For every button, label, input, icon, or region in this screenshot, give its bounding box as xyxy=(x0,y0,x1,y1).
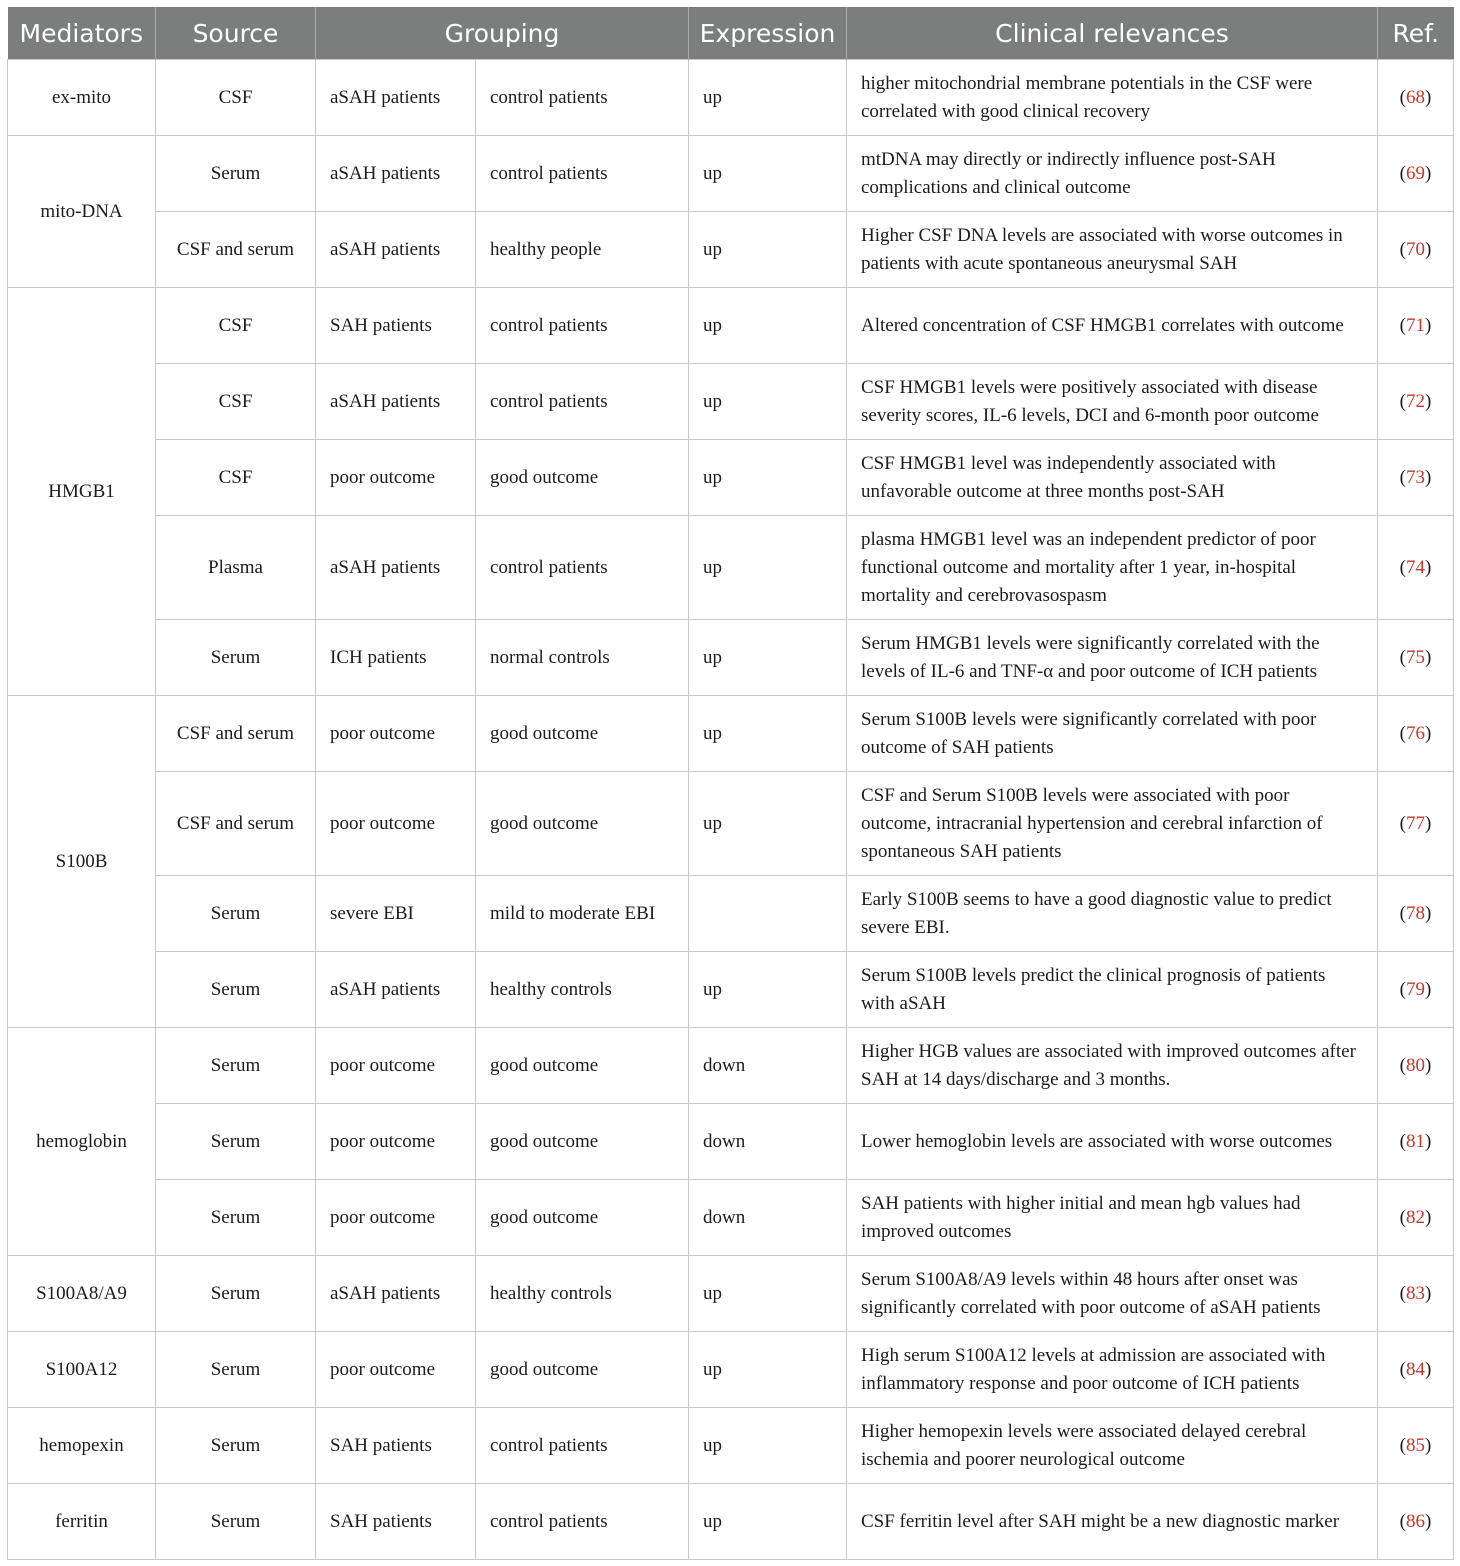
clinical-relevance-cell: Serum S100B levels were significantly correlated with poor outcome of SAH patients xyxy=(847,696,1378,772)
clinical-relevance-cell: CSF ferritin level after SAH might be a new diagnostic marker xyxy=(847,1484,1378,1560)
grouping-case-cell: poor outcome xyxy=(316,1028,476,1104)
clinical-relevance-cell: Lower hemoglobin levels are associated with worse outcomes xyxy=(847,1104,1378,1180)
grouping-control-cell: healthy people xyxy=(476,212,689,288)
clinical-relevance-cell: higher mitochondrial membrane potentials in the CSF were correlated with good clinical recovery xyxy=(847,60,1378,136)
reference-link[interactable]: 70 xyxy=(1406,238,1425,260)
grouping-control-cell: good outcome xyxy=(476,1028,689,1104)
grouping-case-cell: poor outcome xyxy=(316,1332,476,1408)
source-cell: CSF xyxy=(156,288,316,364)
table-row xyxy=(8,772,1454,876)
grouping-case-cell: SAH patients xyxy=(316,288,476,364)
expression-cell: up xyxy=(689,620,847,696)
reference-link[interactable]: 68 xyxy=(1406,86,1425,108)
clinical-relevance-cell: Early S100B seems to have a good diagnostic value to predict severe EBI. xyxy=(847,876,1378,952)
expression-cell: up xyxy=(689,952,847,1028)
reference-cell: (70) xyxy=(1378,212,1454,288)
grouping-control-cell: control patients xyxy=(476,1484,689,1560)
mediator-cell: HMGB1 xyxy=(8,288,156,696)
clinical-relevance-cell: Serum HMGB1 levels were significantly correlated with the levels of IL-6 and TNF-α and poor outcome of ICH patients xyxy=(847,620,1378,696)
grouping-control-cell: good outcome xyxy=(476,1180,689,1256)
mediator-cell: S100A8/A9 xyxy=(8,1256,156,1332)
header-source: Source xyxy=(156,7,316,60)
expression-cell: up xyxy=(689,516,847,620)
source-cell: CSF xyxy=(156,60,316,136)
mediator-cell: ex-mito xyxy=(8,60,156,136)
source-cell: CSF xyxy=(156,440,316,516)
header-grouping: Grouping xyxy=(316,7,689,60)
clinical-relevance-cell: CSF HMGB1 levels were positively associated with disease severity scores, IL-6 levels, DCI and 6-month poor outcome xyxy=(847,364,1378,440)
grouping-control-cell: healthy controls xyxy=(476,1256,689,1332)
header-clinical-relevances: Clinical relevances xyxy=(847,7,1378,60)
source-cell: CSF and serum xyxy=(156,772,316,876)
grouping-case-cell: poor outcome xyxy=(316,440,476,516)
reference-link[interactable]: 76 xyxy=(1406,722,1425,744)
reference-cell: (81) xyxy=(1378,1104,1454,1180)
reference-cell: (77) xyxy=(1378,772,1454,876)
reference-link[interactable]: 81 xyxy=(1406,1130,1425,1152)
grouping-control-cell: good outcome xyxy=(476,1104,689,1180)
clinical-relevance-cell: CSF and Serum S100B levels were associated with poor outcome, intracranial hypertension and cerebral infarction of spontaneous SAH patients xyxy=(847,772,1378,876)
reference-cell: (73) xyxy=(1378,440,1454,516)
table-row xyxy=(8,1332,1454,1408)
grouping-control-cell: mild to moderate EBI xyxy=(476,876,689,952)
clinical-relevance-cell: mtDNA may directly or indirectly influence post-SAH complications and clinical outcome xyxy=(847,136,1378,212)
reference-link[interactable]: 82 xyxy=(1406,1206,1425,1228)
clinical-relevance-cell: Altered concentration of CSF HMGB1 correlates with outcome xyxy=(847,288,1378,364)
reference-cell: (83) xyxy=(1378,1256,1454,1332)
header-mediators: Mediators xyxy=(8,7,156,60)
mediator-cell: S100B xyxy=(8,696,156,1028)
reference-link[interactable]: 73 xyxy=(1406,466,1425,488)
table-row xyxy=(8,516,1454,620)
expression-cell: down xyxy=(689,1180,847,1256)
source-cell: Plasma xyxy=(156,516,316,620)
expression-cell xyxy=(689,876,847,952)
table-row xyxy=(8,1104,1454,1180)
grouping-control-cell: control patients xyxy=(476,1408,689,1484)
reference-link[interactable]: 79 xyxy=(1406,978,1425,1000)
clinical-relevance-cell: Higher hemopexin levels were associated delayed cerebral ischemia and poorer neurological outcome xyxy=(847,1408,1378,1484)
table-row xyxy=(8,1408,1454,1484)
grouping-control-cell: control patients xyxy=(476,516,689,620)
table-row xyxy=(8,364,1454,440)
grouping-case-cell: SAH patients xyxy=(316,1408,476,1484)
table-row xyxy=(8,1028,1454,1104)
grouping-case-cell: poor outcome xyxy=(316,1180,476,1256)
reference-link[interactable]: 71 xyxy=(1406,314,1425,336)
source-cell: Serum xyxy=(156,1408,316,1484)
table-row xyxy=(8,1484,1454,1560)
grouping-control-cell: control patients xyxy=(476,288,689,364)
reference-link[interactable]: 78 xyxy=(1406,902,1425,924)
table-row xyxy=(8,60,1454,136)
grouping-case-cell: aSAH patients xyxy=(316,212,476,288)
expression-cell: up xyxy=(689,1408,847,1484)
expression-cell: up xyxy=(689,364,847,440)
expression-cell: up xyxy=(689,212,847,288)
source-cell: Serum xyxy=(156,620,316,696)
grouping-control-cell: good outcome xyxy=(476,440,689,516)
expression-cell: up xyxy=(689,288,847,364)
clinical-relevance-cell: High serum S100A12 levels at admission are associated with inflammatory response and poor outcome of ICH patients xyxy=(847,1332,1378,1408)
expression-cell: up xyxy=(689,696,847,772)
table-row xyxy=(8,1256,1454,1332)
grouping-case-cell: aSAH patients xyxy=(316,364,476,440)
table-row xyxy=(8,212,1454,288)
reference-cell: (78) xyxy=(1378,876,1454,952)
grouping-case-cell: aSAH patients xyxy=(316,136,476,212)
table-row xyxy=(8,1180,1454,1256)
table-body xyxy=(8,60,1454,1560)
grouping-case-cell: SAH patients xyxy=(316,1484,476,1560)
clinical-relevance-cell: Higher HGB values are associated with improved outcomes after SAH at 14 days/discharge and 3 months. xyxy=(847,1028,1378,1104)
source-cell: Serum xyxy=(156,1028,316,1104)
grouping-case-cell: ICH patients xyxy=(316,620,476,696)
reference-cell: (80) xyxy=(1378,1028,1454,1104)
mediator-cell: hemopexin xyxy=(8,1408,156,1484)
clinical-relevance-cell: SAH patients with higher initial and mean hgb values had improved outcomes xyxy=(847,1180,1378,1256)
expression-cell: up xyxy=(689,60,847,136)
reference-cell: (75) xyxy=(1378,620,1454,696)
reference-cell: (76) xyxy=(1378,696,1454,772)
clinical-relevance-cell: Serum S100B levels predict the clinical prognosis of patients with aSAH xyxy=(847,952,1378,1028)
source-cell: Serum xyxy=(156,1332,316,1408)
reference-link[interactable]: 74 xyxy=(1406,556,1425,578)
reference-link[interactable]: 77 xyxy=(1406,812,1425,834)
reference-cell: (71) xyxy=(1378,288,1454,364)
expression-cell: up xyxy=(689,440,847,516)
grouping-case-cell: aSAH patients xyxy=(316,952,476,1028)
expression-cell: down xyxy=(689,1104,847,1180)
grouping-control-cell: normal controls xyxy=(476,620,689,696)
mediator-cell: mito-DNA xyxy=(8,136,156,288)
source-cell: Serum xyxy=(156,952,316,1028)
reference-cell: (74) xyxy=(1378,516,1454,620)
table-row xyxy=(8,696,1454,772)
mediator-cell: ferritin xyxy=(8,1484,156,1560)
mediators-table xyxy=(7,7,1454,1560)
clinical-relevance-cell: plasma HMGB1 level was an independent predictor of poor functional outcome and mortality after 1 year, in-hospital mortality and cerebrovasospasm xyxy=(847,516,1378,620)
header-ref: Ref. xyxy=(1378,7,1454,60)
source-cell: CSF and serum xyxy=(156,212,316,288)
clinical-relevance-cell: CSF HMGB1 level was independently associated with unfavorable outcome at three months post-SAH xyxy=(847,440,1378,516)
reference-cell: (84) xyxy=(1378,1332,1454,1408)
source-cell: Serum xyxy=(156,1180,316,1256)
source-cell: Serum xyxy=(156,136,316,212)
grouping-control-cell: good outcome xyxy=(476,772,689,876)
table-row xyxy=(8,876,1454,952)
reference-link[interactable]: 69 xyxy=(1406,162,1425,184)
mediator-cell: hemoglobin xyxy=(8,1028,156,1256)
source-cell: Serum xyxy=(156,1256,316,1332)
reference-link[interactable]: 75 xyxy=(1406,646,1425,668)
source-cell: CSF and serum xyxy=(156,696,316,772)
grouping-case-cell: poor outcome xyxy=(316,772,476,876)
expression-cell: up xyxy=(689,1256,847,1332)
grouping-control-cell: good outcome xyxy=(476,1332,689,1408)
grouping-control-cell: control patients xyxy=(476,136,689,212)
source-cell: Serum xyxy=(156,1484,316,1560)
reference-link[interactable]: 80 xyxy=(1406,1054,1425,1076)
grouping-control-cell: control patients xyxy=(476,364,689,440)
table-row xyxy=(8,440,1454,516)
grouping-case-cell: poor outcome xyxy=(316,1104,476,1180)
grouping-case-cell: poor outcome xyxy=(316,696,476,772)
reference-cell: (68) xyxy=(1378,60,1454,136)
table-row xyxy=(8,952,1454,1028)
source-cell: Serum xyxy=(156,1104,316,1180)
header-row xyxy=(8,7,1454,60)
reference-link[interactable]: 83 xyxy=(1406,1282,1425,1304)
reference-link[interactable]: 72 xyxy=(1406,390,1425,412)
header-expression: Expression xyxy=(689,7,847,60)
expression-cell: up xyxy=(689,1332,847,1408)
grouping-case-cell: aSAH patients xyxy=(316,516,476,620)
grouping-control-cell: good outcome xyxy=(476,696,689,772)
source-cell: CSF xyxy=(156,364,316,440)
table-container xyxy=(7,7,1453,1560)
grouping-case-cell: aSAH patients xyxy=(316,60,476,136)
clinical-relevance-cell: Serum S100A8/A9 levels within 48 hours after onset was significantly correlated with poor outcome of aSAH patients xyxy=(847,1256,1378,1332)
reference-cell: (86) xyxy=(1378,1484,1454,1560)
source-cell: Serum xyxy=(156,876,316,952)
expression-cell: down xyxy=(689,1028,847,1104)
reference-link[interactable]: 85 xyxy=(1406,1434,1425,1456)
reference-cell: (72) xyxy=(1378,364,1454,440)
reference-cell: (82) xyxy=(1378,1180,1454,1256)
table-row xyxy=(8,136,1454,212)
table-row xyxy=(8,620,1454,696)
reference-link[interactable]: 86 xyxy=(1406,1510,1425,1532)
grouping-control-cell: healthy controls xyxy=(476,952,689,1028)
grouping-control-cell: control patients xyxy=(476,60,689,136)
table-row xyxy=(8,288,1454,364)
reference-cell: (79) xyxy=(1378,952,1454,1028)
mediator-cell: S100A12 xyxy=(8,1332,156,1408)
clinical-relevance-cell: Higher CSF DNA levels are associated with worse outcomes in patients with acute spontaneous aneurysmal SAH xyxy=(847,212,1378,288)
expression-cell: up xyxy=(689,1484,847,1560)
grouping-case-cell: severe EBI xyxy=(316,876,476,952)
reference-cell: (69) xyxy=(1378,136,1454,212)
reference-cell: (85) xyxy=(1378,1408,1454,1484)
reference-link[interactable]: 84 xyxy=(1406,1358,1425,1380)
grouping-case-cell: aSAH patients xyxy=(316,1256,476,1332)
expression-cell: up xyxy=(689,136,847,212)
expression-cell: up xyxy=(689,772,847,876)
